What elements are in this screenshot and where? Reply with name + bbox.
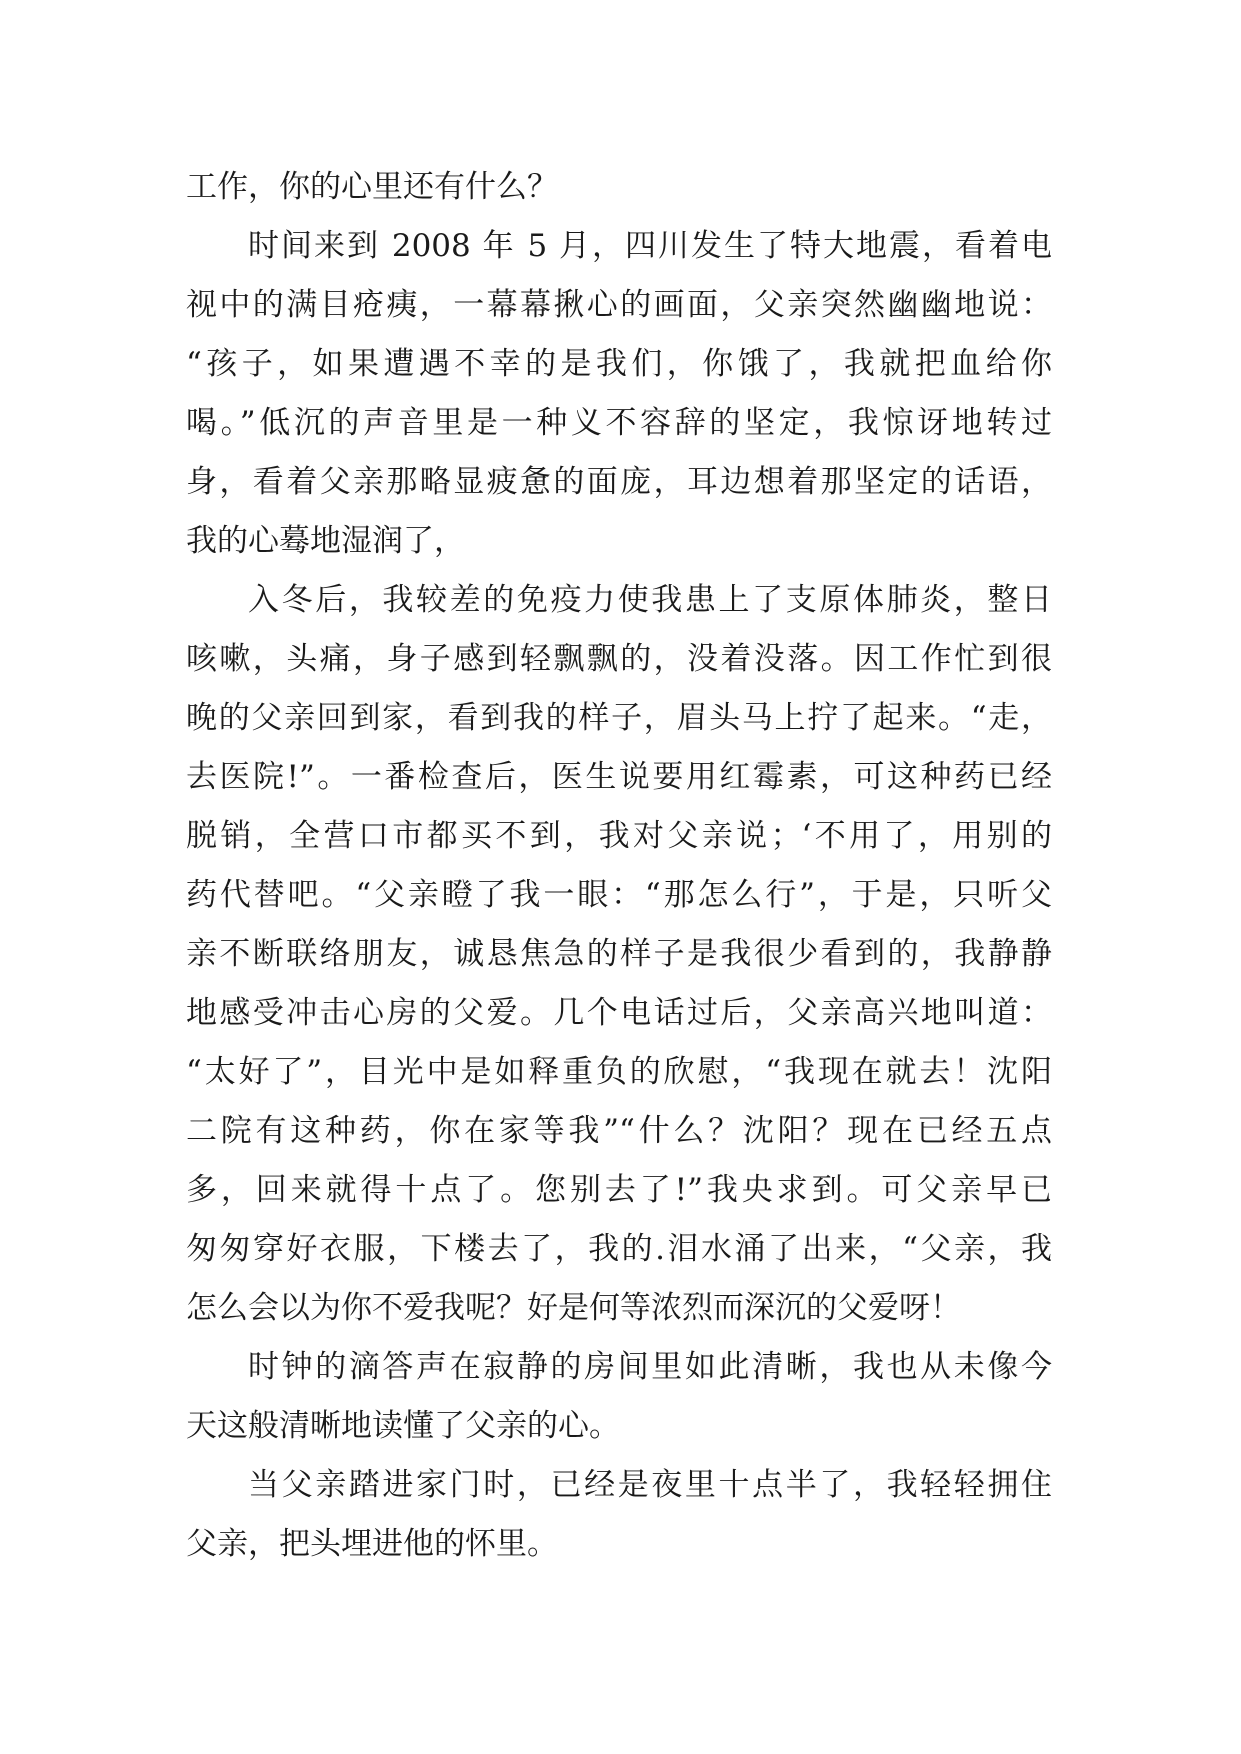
text-line: 亲不断联络朋友，诚恳焦急的样子是我很少看到的，我静静 <box>186 936 1052 972</box>
article-body <box>186 158 1052 1574</box>
paragraph-first-line: 入冬后，我较差的免疫力使我患上了支原体肺炎，整日 <box>248 582 1052 618</box>
text-line: 去医院!”。一番检查后，医生说要用红霉素，可这种药已经 <box>186 759 1052 795</box>
text-line: 药代替吧。“父亲瞪了我一眼：“那怎么行”，于是，只听父 <box>186 877 1052 913</box>
paragraph-first-line: 时间来到 2008 年 5 月，四川发生了特大地震，看着电 <box>248 228 1052 264</box>
text-line: 多，回来就得十点了。您别去了!”我央求到。可父亲早已 <box>186 1172 1052 1208</box>
text-line: 喝。”低沉的声音里是一种义不容辞的坚定，我惊讶地转过 <box>186 405 1052 441</box>
text-line: 视中的满目疮痍，一幕幕揪心的画面，父亲突然幽幽地说： <box>186 287 1052 323</box>
text-line: 我的心蓦地湿润了， <box>186 523 465 559</box>
paragraph-first-line: 当父亲踏进家门时，已经是夜里十点半了，我轻轻拥住 <box>248 1467 1052 1503</box>
text-line: 脱销，全营口市都买不到，我对父亲说；‘不用了，用别的 <box>186 818 1052 854</box>
text-line: 父亲，把头埋进他的怀里。 <box>186 1526 558 1562</box>
text-line: 工作，你的心里还有什么？ <box>186 169 558 205</box>
text-line: 匆匆穿好衣服，下楼去了，我的.泪水涌了出来，“父亲，我 <box>186 1231 1052 1267</box>
text-line: 天这般清晰地读懂了父亲的心。 <box>186 1408 620 1444</box>
text-line: 二院有这种药，你在家等我”“什么？沈阳？现在已经五点 <box>186 1113 1052 1149</box>
text-line: 身，看着父亲那略显疲惫的面庞，耳边想着那坚定的话语， <box>186 464 1052 500</box>
text-line: “太好了”，目光中是如释重负的欣慰，“我现在就去！沈阳 <box>186 1054 1052 1090</box>
text-line: 怎么会以为你不爱我呢？好是何等浓烈而深沉的父爱呀！ <box>186 1290 961 1326</box>
text-line: “孩子，如果遭遇不幸的是我们，你饿了，我就把血给你 <box>186 346 1052 382</box>
text-line: 咳嗽，头痛，身子感到轻飘飘的，没着没落。因工作忙到很 <box>186 641 1052 677</box>
paragraph-first-line: 时钟的滴答声在寂静的房间里如此清晰，我也从未像今 <box>248 1349 1052 1385</box>
text-line: 地感受冲击心房的父爱。几个电话过后，父亲高兴地叫道： <box>186 995 1052 1031</box>
text-line: 晚的父亲回到家，看到我的样子，眉头马上拧了起来。“走， <box>186 700 1052 736</box>
